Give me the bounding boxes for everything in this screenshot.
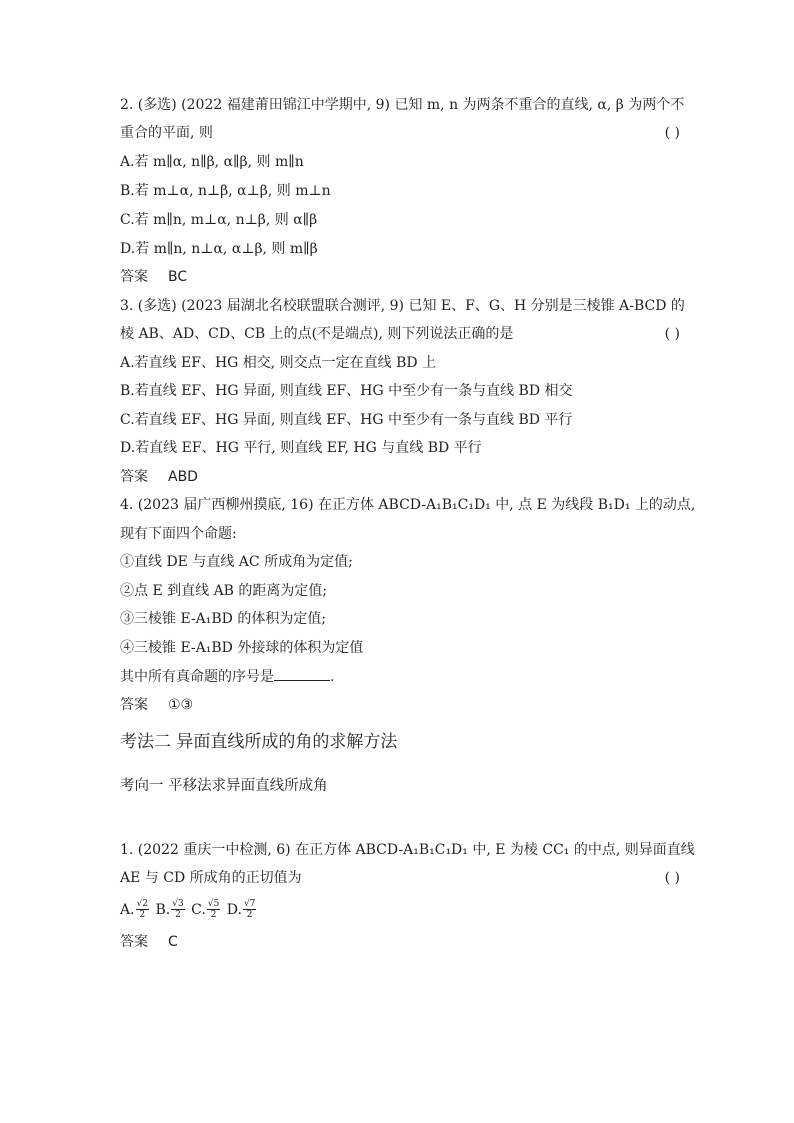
q3-option-d: D.若直线 EF、HG 平行, 则直线 EF, HG 与直线 BD 平行 xyxy=(120,440,482,456)
section-title: 考法二 异面直线所成的角的求解方法 xyxy=(120,732,398,752)
q1-option-c-fraction xyxy=(207,899,220,920)
q3-stem-line1 xyxy=(120,296,685,316)
q3-answer xyxy=(120,467,680,487)
q1-option-a-num: √2 xyxy=(136,899,149,909)
q1-option-d-den: 2 xyxy=(246,910,253,920)
q4-answer-value: ①③ xyxy=(168,697,194,713)
q1-option-b-den: 2 xyxy=(175,910,181,920)
q3-answer-paren: ( ) xyxy=(664,326,680,342)
q1-option-d-letter: D. xyxy=(226,901,242,918)
q1-answer-value: C xyxy=(168,934,178,950)
q4-prop-4: ④三棱锥 E-A₁BD 外接球的体积为定值 xyxy=(120,640,364,656)
q1-option-d-fraction xyxy=(243,899,256,920)
q2-answer-value: BC xyxy=(168,269,188,285)
q1-option-a xyxy=(120,899,151,920)
q2-option-a: A.若 m∥α, n∥β, α∥β, 则 m∥n xyxy=(120,154,304,170)
q4-prop-2: ②点 E 到直线 AB 的距离为定值; xyxy=(120,583,328,599)
q3-answer-label: 答案 xyxy=(120,469,148,485)
q2-stem-text2: 重合的平面, 则 xyxy=(120,125,213,141)
q1-stem-line1: 1. (2022 重庆一中检测, 6) 在正方体 ABCD-A₁B₁C₁D₁ 中, E 为棱 CC₁ 的中点, 则异面直线 xyxy=(120,842,695,858)
q4-stem-line1: 4. (2023 届广西柳州摸底, 16) 在正方体 ABCD-A₁B₁C₁D₁ 中, 点 E 为线段 B₁D₁ 上的动点, xyxy=(120,497,696,513)
q3-option-a: A.若直线 EF、HG 相交, 则交点一定在直线 BD 上 xyxy=(120,355,437,371)
q1-option-c-num: √5 xyxy=(207,899,220,909)
q2-answer xyxy=(120,267,680,287)
q1-option-d-num: √7 xyxy=(243,899,256,909)
q2-answer-label: 答案 xyxy=(120,269,148,285)
q1-option-a-den: 2 xyxy=(139,910,146,920)
q1-answer-label: 答案 xyxy=(120,934,148,950)
q2-option-c: C.若 m∥n, m⊥α, n⊥β, 则 α∥β xyxy=(120,212,318,228)
q4-answer-label: 答案 xyxy=(120,697,148,713)
q4-prop-1: ①直线 DE 与直线 AC 所成角为定值; xyxy=(120,554,353,570)
q2-stem-line2 xyxy=(120,123,680,143)
q4-ask-end: . xyxy=(330,669,335,685)
q2-option-d: D.若 m∥n, n⊥α, α⊥β, 则 m∥β xyxy=(120,241,318,257)
q3-stem-line2 xyxy=(120,324,680,344)
q1-option-b-num: √3 xyxy=(172,899,184,909)
q1-stem-text2: AE 与 CD 所成角的正切值为 xyxy=(120,870,302,886)
q3-stem-text1: 3. (多选) (2023 届湖北名校联盟联合测评, 9) 已知 E、F、G、H 分别是三棱锥 A-BCD 的 xyxy=(120,298,685,314)
q1-option-c-letter: C. xyxy=(191,901,206,918)
q1-option-a-letter: A. xyxy=(120,901,135,918)
q1-options xyxy=(120,899,680,920)
q4-answer xyxy=(120,695,680,715)
q2-option-b: B.若 m⊥α, n⊥β, α⊥β, 则 m⊥n xyxy=(120,183,331,199)
q4-stem-line2: 现有下面四个命题: xyxy=(120,526,237,542)
q3-stem-text2: 棱 AB、AD、CD、CB 上的点(不是端点), 则下列说法正确的是 xyxy=(120,326,514,342)
q1-option-c-den: 2 xyxy=(210,910,217,920)
q4-answer-blank xyxy=(274,666,330,681)
q4-ask-text: 其中所有真命题的序号是 xyxy=(120,669,274,685)
q2-stem-text1: 2. (多选) (2022 福建莆田锦江中学期中, 9) 已知 m, n 为两条不重合的直线, α, β 为两个不 xyxy=(120,97,685,113)
q1-option-d xyxy=(226,899,259,920)
q2-answer-paren: ( ) xyxy=(664,125,680,141)
q3-option-c: C.若直线 EF、HG 异面, 则直线 EF、HG 中至少有一条与直线 BD 平行 xyxy=(120,412,573,428)
q4-prop-3: ③三棱锥 E-A₁BD 的体积为定值; xyxy=(120,611,327,627)
q1-option-a-fraction xyxy=(136,899,149,920)
q1-option-c xyxy=(191,899,222,920)
q2-stem-line1 xyxy=(120,95,685,115)
q4-ask xyxy=(120,666,680,687)
subsection-title: 考向一 平移法求异面直线所成角 xyxy=(120,778,328,794)
q1-option-b-fraction xyxy=(171,899,184,920)
q1-stem-line2 xyxy=(120,868,680,888)
q1-option-b-letter: B. xyxy=(155,901,171,918)
q1-answer xyxy=(120,932,680,952)
q1-answer-paren: ( ) xyxy=(664,870,680,886)
q1-option-b xyxy=(155,899,186,920)
q3-option-b: B.若直线 EF、HG 异面, 则直线 EF、HG 中至少有一条与直线 BD 相交 xyxy=(120,383,573,399)
q3-answer-value: ABD xyxy=(168,469,198,485)
